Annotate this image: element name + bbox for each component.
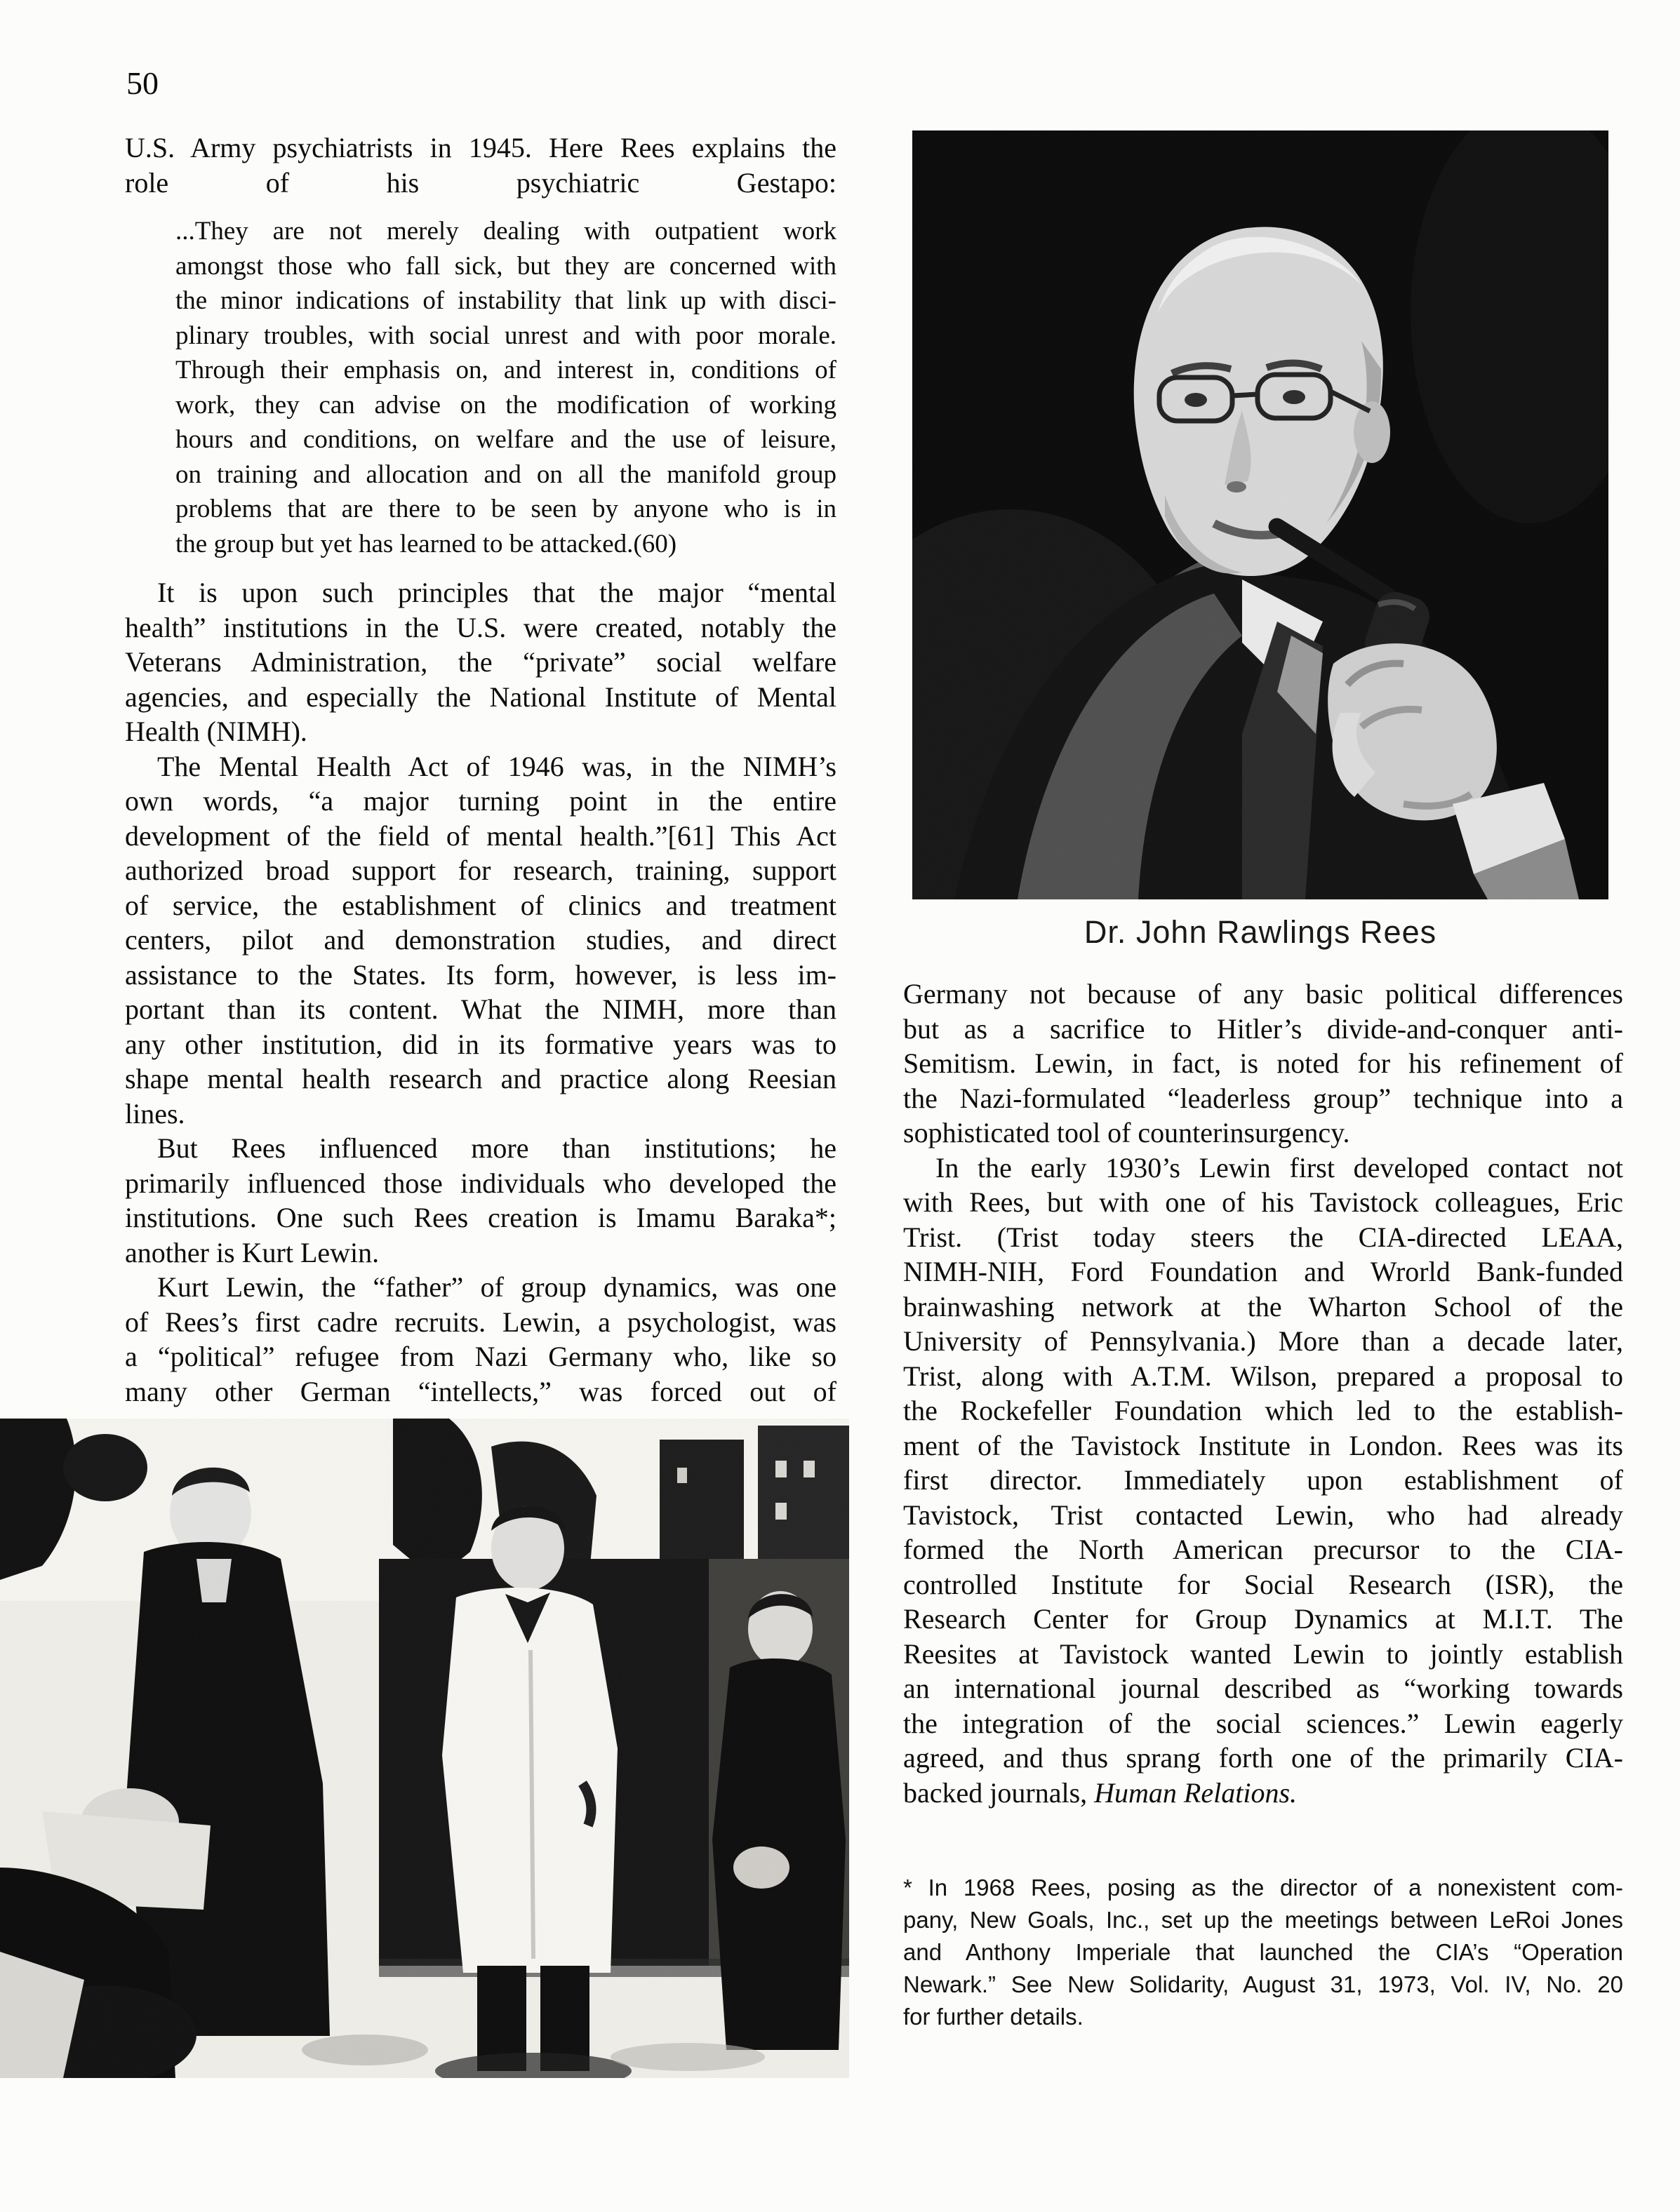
street-photo-art: [0, 1419, 849, 2078]
left-column: [125, 130, 836, 1409]
portrait-photo-art: [912, 130, 1608, 899]
paragraph-early-1930s: In the early 1930’s Lewin first developed contact not with Rees, but with one of his Tavistock colleagues, Eric Trist. (Trist today steers the CIA-directed LEAA, NIMH-NIH, Ford Foundation and Wrorld Bank-funded brainwashing network at the Wharton School of the University of Pennsylvania.) More than a decade later, Trist, along with A.T.M. Wilson, prepared a proposal to the Rockefeller Foundation which led to the establish- ment of the Tavistock Institute in London. Rees was its first director. Immediately upon establishment of Tavistock, Trist contacted Lewin, who had already formed the North American precursor to the CIA- controlled Institute for Social Research (ISR), the Research Center for Group Dynamics at M.I.T. The Reesites at Tavistock wanted Lewin to jointly establish an international journal described as “working towards the integration of the social sciences.” Lewin eagerly agreed, and thus sprang forth one of the primarily CIA- backed journals, Human Relations.: [903, 1151, 1623, 1809]
right-column: [903, 977, 1623, 1810]
paragraph-germany: Germany not because of any basic political differences but as a sacrifice to Hitler’s divide-and-conquer anti- Semitism. Lewin, in fact, is noted for his refinement of the Nazi-formulated “leaderless group” technique into a sophisticated tool of counterinsurgency.: [903, 978, 1623, 1148]
paragraph-but-rees: But Rees influenced more than institutions; he primarily influenced those individuals who developed the institutions. One such Rees creation is Imamu Baraka*; another is Kurt Lewin.: [125, 1132, 836, 1268]
paragraph-institutions: It is upon such principles that the major “mental health” institutions in the U.S. were created, notably the Veterans Administration, the “private” social welfare agencies, and especially the National Institute of Mental Health (NIMH).: [125, 577, 836, 747]
portrait-photo-rees: [912, 130, 1608, 899]
paragraph-kurt-lewin: Kurt Lewin, the “father” of group dynamics, was one of Rees’s first cadre recruits. Lewin, a psychologist, was a “political” refugee from Nazi Germany who, like so many other German “intellects,” was forced out of: [125, 1271, 836, 1407]
blockquote-rees: ...They are not merely dealing with outpatient work amongst those who fall sick, but they are concerned with the minor indications of instability that link up with disci- plinary troubles, with social unrest and with poor morale. Through their emphasis on, and interest in, conditions of work, they can advise on the modification of working hours and conditions, on welfare and the use of leisure, on training and allocation and on all the manifold group problems that are there to be seen by anyone who is in the group but yet has learned to be attacked.(60): [175, 217, 836, 558]
page-number: 50: [126, 65, 159, 101]
footnote: * In 1968 Rees, posing as the director of a nonexistent com- pany, New Goals, Inc., set up the meetings between LeRoi Jones and Anthony Imperiale that launched the CIA’s “Operation Newark.” See New Solidarity, August 31, 1973, Vol. IV, No. 20 for further details.: [903, 1875, 1623, 2030]
portrait-caption: Dr. John Rawlings Rees: [1084, 914, 1437, 950]
street-photo: [0, 1419, 849, 2078]
paragraph-intro: U.S. Army psychiatrists in 1945. Here Rees explains the role of his psychiatric Gestapo:: [125, 132, 836, 199]
paragraph-mental-health-act: The Mental Health Act of 1946 was, in the NIMH’s own words, “a major turning point in the entire development of the field of mental health.”[61] This Act authorized broad support for research, training, support of service, the establishment of clinics and treatment centers, pilot and demonstration studies, and direct assistance to the States. Its form, however, is less im- portant than its content. What the NIMH, more than any other institution, did in its formative years was to shape mental health research and practice along Reesian lines.: [125, 750, 836, 1130]
